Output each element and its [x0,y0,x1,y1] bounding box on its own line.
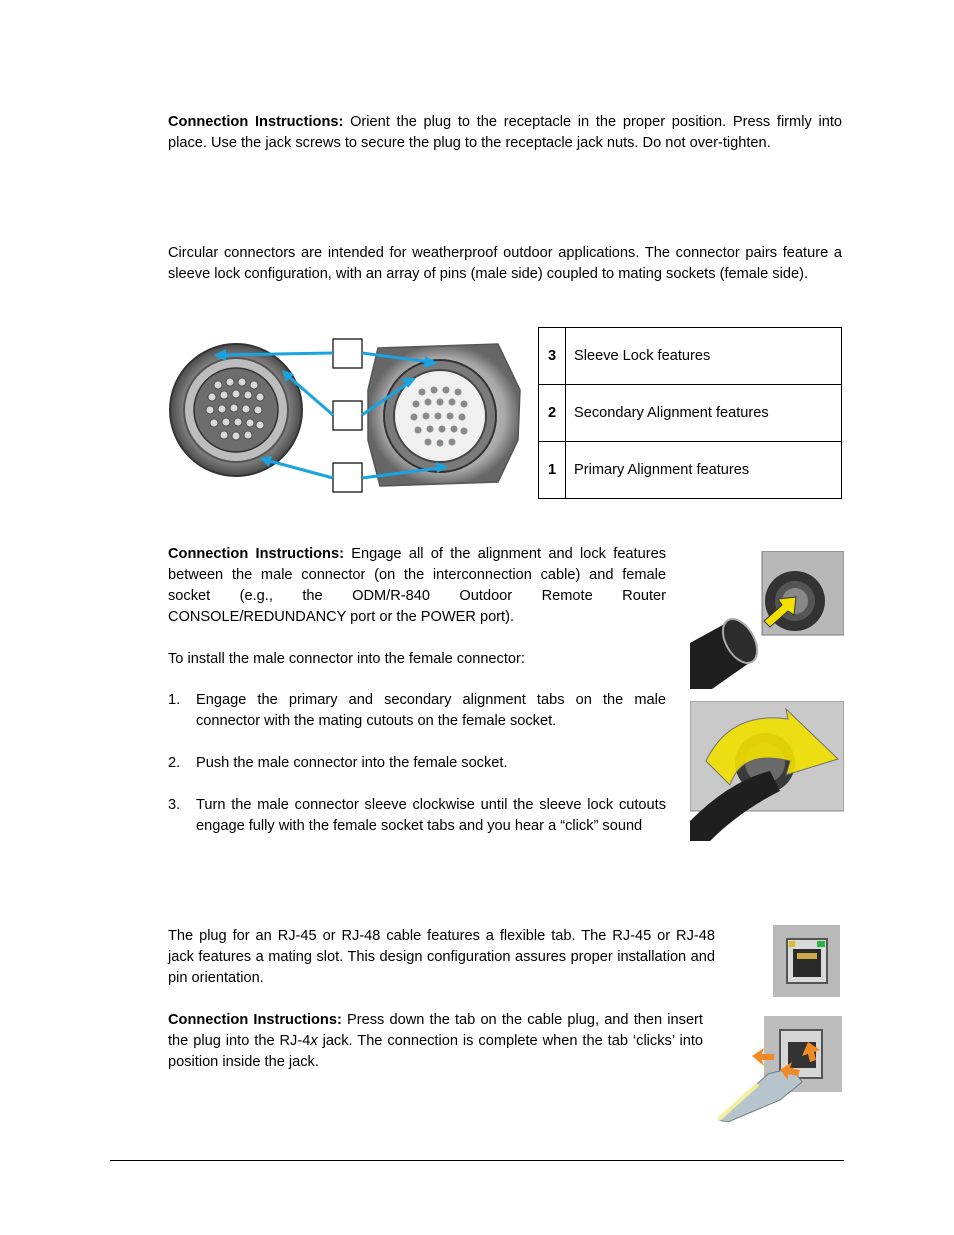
step-text: Engage the primary and secondary alignment tabs on the male connector with the mating cutouts on the female socket. [196,692,666,729]
legend-label: Sleeve Lock features [566,328,842,385]
circular-instructions [168,544,666,628]
connector-engage-photo [690,551,844,691]
legend-row [539,385,842,442]
legend-number: 2 [539,385,566,442]
footer-divider [110,1160,844,1161]
circular-instructions-text: Engage all of the alignment and lock features between the male connector (on the interconnection cable) and female socket (e.g., the ODM/R-840 Outdoor Remote Router CONSOLE/REDUNDANCY port or the POWER port). [168,546,666,625]
step-number: 3. [168,797,181,813]
rj45-instructions-text-a: Press down the tab on the cable plug, and then insert the plug into the RJ-4 [168,1012,703,1049]
step-text: Turn the male connector sleeve clockwise until the sleeve lock cutouts engage fully with the female socket tabs and you hear a “click” sound [196,797,666,834]
install-steps-list [168,690,666,858]
legend-label: Secondary Alignment features [566,385,842,442]
female-connector-icon [368,344,520,486]
rj45-instructions-text-b: jack. The connection is complete when the tab ‘clicks’ into position inside the jack. [168,1033,703,1070]
circular-instructions-label: Connection Instructions: [168,546,344,562]
circular-intro: Circular connectors are intended for weatherproof outdoor applications. The connector pairs feature a sleeve lock configuration, with an array of pins (male side) coupled to mating sockets (female side). [168,245,842,282]
callout-boxes [333,339,362,492]
feature-legend-table [538,327,842,499]
section1-label: Connection Instructions: [168,114,344,130]
step-number: 1. [168,692,181,708]
circular-connector-image [168,330,530,500]
legend-row [539,328,842,385]
step-number: 2. [168,755,181,771]
step-text: Push the male connector into the female socket. [196,755,508,771]
male-connector-icon [170,344,302,476]
list-item [168,795,666,837]
legend-label: Primary Alignment features [566,442,842,499]
section1-text: Orient the plug to the receptacle in the proper position. Press firmly into place. Use the jack screws to secure the plug to the receptacle jack nuts. Do not over-tighten. [168,114,842,151]
rj-plug-insert-photo [718,1016,842,1122]
sleeve-turn-photo [690,701,844,841]
legend-number: 1 [539,442,566,499]
rj45-instructions-italic: x [310,1033,318,1049]
rj45-intro: The plug for an RJ-45 or RJ-48 cable features a flexible tab. The RJ-45 or RJ-48 jack features a mating slot. This design configuration assures proper installation and pin orientation. [168,928,715,986]
rj45-instructions [168,1010,703,1073]
list-item [168,690,666,732]
legend-row [539,442,842,499]
rj-jack-photo [773,925,840,997]
section1-paragraph [168,112,842,154]
legend-number: 3 [539,328,566,385]
rj45-instructions-label: Connection Instructions: [168,1012,342,1028]
install-intro: To install the male connector into the female connector: [168,651,525,667]
list-item [168,753,666,774]
